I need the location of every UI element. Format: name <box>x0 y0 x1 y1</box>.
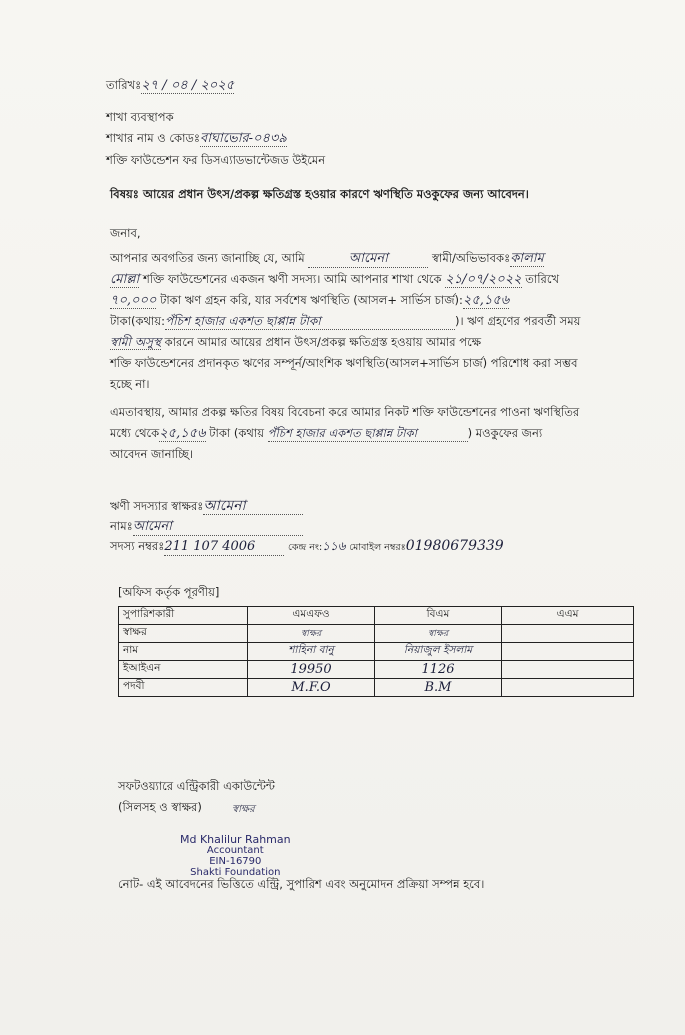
bm-signature: স্বাক্ষর <box>375 625 502 643</box>
mfo-designation: M.F.O <box>248 679 375 697</box>
loan-date-field: ২১/০৭/২০২২ <box>445 272 522 287</box>
footer-note: নোট- এই আবেদনের ভিত্তিতে এন্ট্রি, সুপারিশ এবং অনুমোদন প্রক্রিয়া সম্পন্ন হবে। <box>118 877 485 891</box>
body-line-4 <box>110 313 580 330</box>
accountant-signature: স্বাক্ষর <box>232 804 255 815</box>
body-line-8: এমতাবস্থায়, আমার প্রকল্প ক্ষতির বিষয় বিবেচনা করে আমার নিকট শক্তি ফাউন্ডেশনের পাওনা ঋণস্থিতির <box>110 405 580 419</box>
table-header: সুপারিশকারী <box>119 607 248 625</box>
body-text: টাকা(কথায়: <box>110 314 165 328</box>
body-text: ) মওকুফের জন্য <box>467 426 543 440</box>
body-line-2 <box>110 271 559 288</box>
body-text: মধ্যে থেকে <box>110 426 160 440</box>
member-signature: আমেনা <box>203 498 303 515</box>
date-value: ২৭ / ০৪ / ২০২৫ <box>141 78 235 93</box>
member-number: 211 107 4006 <box>164 539 284 556</box>
table-header-row <box>119 607 634 625</box>
office-table <box>118 606 634 697</box>
stamp-title: Accountant <box>206 845 264 856</box>
table-row <box>119 679 634 697</box>
table-row <box>119 661 634 679</box>
branch-value: বাঘাভোর-০৪৩৯ <box>200 131 287 146</box>
office-caption: [অফিস কর্তৃক পূরণীয়] <box>118 585 220 599</box>
table-header: এমএফও <box>248 607 375 625</box>
member-name-line <box>110 518 303 536</box>
body-text: টাকা ঋণ গ্রহন করি, যার সর্বশেষ ঋণস্থিতি (আসল+ সার্ভিস চার্জ): <box>160 293 463 307</box>
body-line-10: আবেদন জানাচ্ছি। <box>110 447 194 461</box>
mobile-label: মোবাইল নম্বরঃ <box>349 542 406 553</box>
body-text: টাকা (কথায় <box>209 426 264 440</box>
branch-label: শাখার নাম ও কোডঃ <box>106 131 201 145</box>
row-label: ইআইএন <box>119 661 248 679</box>
body-text: স্বামী/অভিভাবকঃ <box>432 251 511 265</box>
branch-line <box>106 130 287 147</box>
body-line-7: হচ্ছে না। <box>110 377 150 391</box>
member-name: আমেনা <box>133 519 303 536</box>
accountant-stamp <box>180 834 291 878</box>
bm-name: নিয়াজুল ইসলাম <box>375 643 502 661</box>
am-designation <box>502 679 634 697</box>
body-text: )। ঋণ গ্রহণের পরবর্তী সময় <box>454 314 581 328</box>
member-number-label: সদস্য নম্বরঃ <box>110 539 165 553</box>
guardian-field-2: মোল্লা <box>110 272 140 287</box>
table-row <box>119 625 634 643</box>
body-line-5 <box>110 334 481 350</box>
member-signature-line <box>110 498 303 515</box>
body-text: তারিখে <box>525 272 560 286</box>
row-label: পদবী <box>119 679 248 697</box>
guardian-field: কালাম <box>510 251 544 266</box>
mfo-name: শাহিনা বানু <box>248 643 375 661</box>
mobile-number: 01980679339 <box>405 538 504 554</box>
balance-words-field: পঁচিশ হাজার একশত ছাপ্পান্ন টাকা <box>165 313 455 330</box>
am-signature <box>502 625 634 643</box>
reason-field: স্বামী অসুস্থ <box>110 335 161 349</box>
table-header: এএম <box>502 607 634 625</box>
signature-label: ঋণী সদস্যার স্বাক্ষরঃ <box>110 499 204 513</box>
name-label: নামঃ <box>110 519 133 533</box>
stamp-name: Md Khalilur Rahman <box>180 833 291 846</box>
body-text: আপনার অবগতির জন্য জানাচ্ছি যে, আমি <box>110 251 305 265</box>
recipient-title: শাখা ব্যবস্থাপক <box>106 110 174 124</box>
am-name <box>502 643 634 661</box>
body-line-9 <box>110 425 542 442</box>
member-name-field: আমেনা <box>308 251 428 268</box>
stamp-ein: EIN-16790 <box>209 856 262 867</box>
table-row <box>119 643 634 661</box>
mfo-signature: স্বাক্ষর <box>248 625 375 643</box>
subject-line: বিষয়ঃ আয়ের প্রধান উৎস/প্রকল্প ক্ষতিগ্রস্ত হওয়ার কারণে ঋণস্থিতি মওকুফের জন্য আবেদন। <box>110 187 529 201</box>
date-line <box>106 77 234 94</box>
center-number: ১১৬ <box>322 539 346 553</box>
body-line-6: শক্তি ফাউন্ডেশনের প্রদানকৃত ঋণের সম্পূর্ন/আংশিক ঋণস্থিতি(আসল+সার্ভিস চার্জ) পরিশোধ করা সম্ভব <box>110 356 578 370</box>
body-text: কারনে আমার আয়ের প্রধান উৎস/প্রকল্প ক্ষতিগ্রস্ত হওয়ায় আমার পক্ষে <box>164 335 482 349</box>
waive-amount-field: ২৫,১৫৬ <box>159 426 206 441</box>
mfo-ein: 19950 <box>248 661 375 679</box>
balance-field: ২৫,১৫৬ <box>462 293 510 308</box>
am-ein <box>502 661 634 679</box>
body-line-1 <box>110 250 544 268</box>
table-header: বিএম <box>375 607 502 625</box>
row-label: নাম <box>119 643 248 661</box>
loan-amount-field: ৭০,০০০ <box>110 293 157 308</box>
stamp-org: Shakti Foundation <box>190 867 281 878</box>
organization-name: শক্তি ফাউন্ডেশন ফর ডিসএ্যাডভান্টেজড উইমেন <box>106 153 326 167</box>
body-line-3 <box>110 292 509 309</box>
accountant-line: সফটওয়্যারে এন্ট্রিকারী একাউন্টেন্ট <box>118 779 275 793</box>
waive-words-field: পঁচিশ হাজার একশত ছাপ্পান্ন টাকা <box>268 425 468 442</box>
member-number-line <box>110 538 504 556</box>
center-label: কেন্দ্র নং: <box>287 542 323 553</box>
body-text: শক্তি ফাউন্ডেশনের একজন ঋণী সদস্য। আমি আপনার শাখা থেকে <box>142 272 442 286</box>
row-label: স্বাক্ষর <box>119 625 248 643</box>
bm-designation: B.M <box>375 679 502 697</box>
accountant-seal-line: (সিলসহ ও স্বাক্ষর) <box>118 800 202 814</box>
bm-ein: 1126 <box>375 661 502 679</box>
salutation: জনাব, <box>110 226 141 240</box>
date-label: তারিখঃ <box>106 78 142 92</box>
